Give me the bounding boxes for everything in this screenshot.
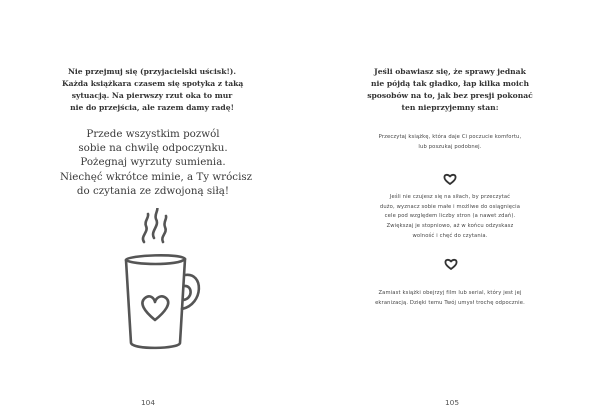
right-page (300, 0, 600, 420)
right-intro-paragraph (360, 66, 540, 114)
tip-line: ekranizacją. Dzięki temu Twój umysł trochę odpocznie. (375, 299, 525, 306)
highlight-line: do czytania ze zdwojoną siłą! (76, 184, 230, 197)
tip-line: dużo, wyznacz sobie małe i możliwe do osiągnięcia (379, 203, 521, 210)
tip-line: Zwiększaj je stopniowo, aż w końcu odzyskasz (386, 223, 514, 230)
tip-line: lub poszukaj podobnej. (418, 143, 482, 150)
tip-paragraph (340, 289, 560, 308)
intro-line: Jeśli obawiasz się, że sprawy jednak (374, 67, 526, 76)
tip-line: Zamiast książki obejrzyj film lub serial, który jest jej (378, 290, 522, 296)
intro-line: sytuacją. Na pierwszy rzut oka to mur (71, 91, 233, 100)
intro-line: Nie przejmuj się (przyjacielski uścisk!). (67, 67, 237, 76)
highlight-line: sobie na chwilę odpoczynku. (78, 142, 228, 155)
tip-line: cele pod względem liczby stron (a nawet zdań). (384, 213, 516, 220)
highlight-line: Niechęć wkrótce minie, a Ty wrócisz (60, 170, 253, 183)
page-number-right: 105 (444, 398, 460, 407)
tip-paragraph (340, 133, 560, 152)
highlight-line: Pożegnaj wyrzuty sumienia. (80, 156, 226, 169)
intro-line: ten nieprzyjemny stan: (401, 103, 499, 112)
mug-with-heart-icon (118, 208, 208, 358)
page-number-left: 104 (140, 398, 156, 407)
left-intro-paragraph (62, 66, 242, 114)
intro-line: nie pójdą tak gładko, łap kilka moich (370, 79, 530, 88)
highlight-line: Przede wszystkim pozwól (86, 128, 220, 140)
tip-line: wolność i chęć do czytania. (412, 232, 488, 239)
intro-line: nie do przejścia, ale razem damy radę! (70, 103, 234, 112)
intro-line: Każda książkara czasem się spotyka z taką (62, 79, 244, 88)
tip-paragraph (340, 193, 560, 242)
intro-line: sposobów na to, jak bez presji pokonać (367, 91, 533, 100)
heart-icon (444, 258, 458, 270)
tip-line: Przeczytaj książkę, która daje Ci poczucie komfortu, (378, 134, 522, 140)
heart-icon (443, 173, 457, 185)
tip-line: Jeśli nie czujesz się na siłach, by przeczytać (389, 194, 511, 200)
highlight-paragraph (60, 127, 253, 198)
